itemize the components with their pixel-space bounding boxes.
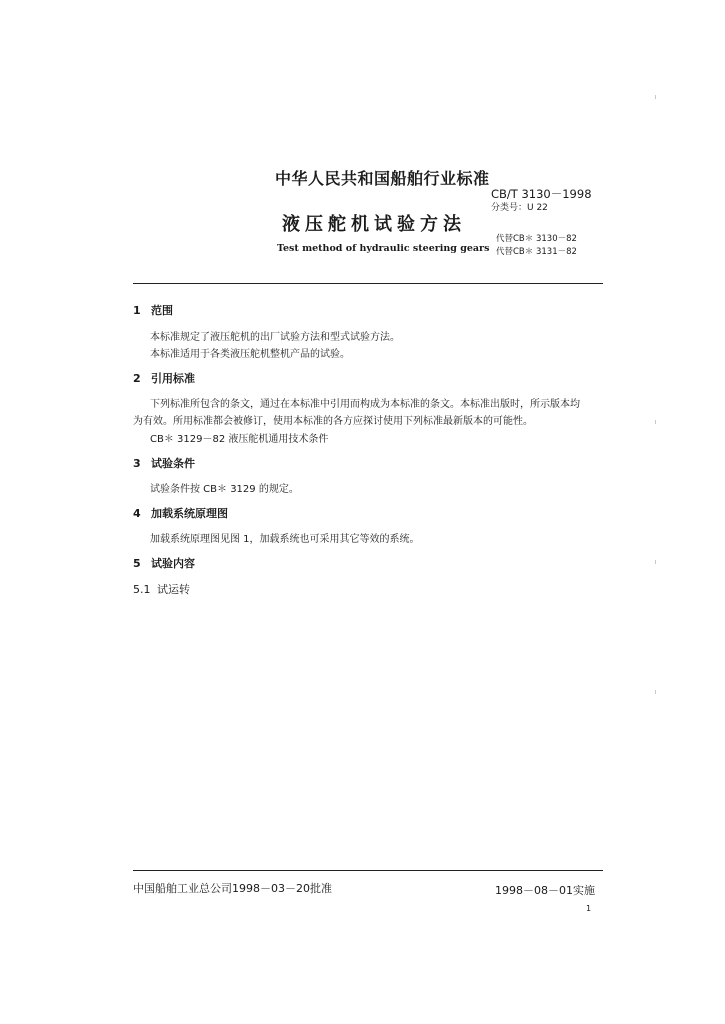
subsection-number: 5.1 — [133, 583, 151, 596]
section-heading-references — [133, 370, 195, 386]
referenced-standard: CB＊ 3129－82 液压舵机通用技术条件 — [150, 434, 329, 445]
section-title: 加载系统原理图 — [151, 507, 228, 520]
document-title-english: Test method of hydraulic steering gears — [277, 243, 490, 254]
subsection-title: 试运转 — [157, 583, 190, 596]
standard-publisher-title: 中华人民共和国船舶行业标准 — [275, 169, 490, 188]
section-title: 试验内容 — [151, 557, 195, 570]
classification-number: 分类号：U 22 — [491, 203, 548, 213]
standard-code: CB/T 3130－1998 — [491, 187, 592, 201]
paragraph-line: 为有效。所用标准都会被修订，使用本标准的各方应探讨使用下列标准最新版本的可能性。 — [133, 416, 533, 427]
section-number: 4 — [133, 507, 141, 520]
section-title: 试验条件 — [151, 457, 195, 470]
section-number: 2 — [133, 372, 141, 385]
scan-speck — [655, 420, 656, 424]
section-number: 1 — [133, 304, 141, 317]
page-number: 1 — [586, 904, 592, 913]
approval-statement: 中国船舶工业总公司1998－03－20批准 — [133, 882, 332, 895]
section-heading-test-conditions — [133, 455, 195, 471]
section-title: 引用标准 — [151, 372, 195, 385]
paragraph-line: 下列标准所包含的条文，通过在本标准中引用而构成为本标准的条文。本标准出版时，所示版本均 — [150, 399, 580, 410]
section-number: 5 — [133, 557, 141, 570]
section-title: 范围 — [151, 304, 173, 317]
subsection-heading-trial-run — [133, 581, 190, 597]
section-number: 3 — [133, 457, 141, 470]
section-heading-loading-system — [133, 505, 228, 521]
replaces-standard-1: 代替CB＊ 3130－82 — [496, 234, 577, 244]
scan-speck — [655, 95, 656, 99]
footer-divider — [133, 870, 603, 871]
implementation-date: 1998－08－01实施 — [495, 884, 595, 897]
document-title: 液压舵机试验方法 — [282, 214, 466, 235]
section-heading-scope — [133, 302, 173, 318]
section-heading-test-content — [133, 555, 195, 571]
header-divider — [133, 283, 603, 284]
scan-speck — [655, 690, 656, 694]
paragraph: 本标准适用于各类液压舵机整机产品的试验。 — [150, 349, 350, 360]
paragraph: 本标准规定了液压舵机的出厂试验方法和型式试验方法。 — [150, 332, 400, 343]
paragraph: 试验条件按 CB＊ 3129 的规定。 — [150, 484, 299, 495]
paragraph: 加载系统原理图见图 1，加载系统也可采用其它等效的系统。 — [150, 534, 420, 545]
replaces-standard-2: 代替CB＊ 3131－82 — [496, 247, 577, 257]
scan-speck — [655, 560, 656, 564]
